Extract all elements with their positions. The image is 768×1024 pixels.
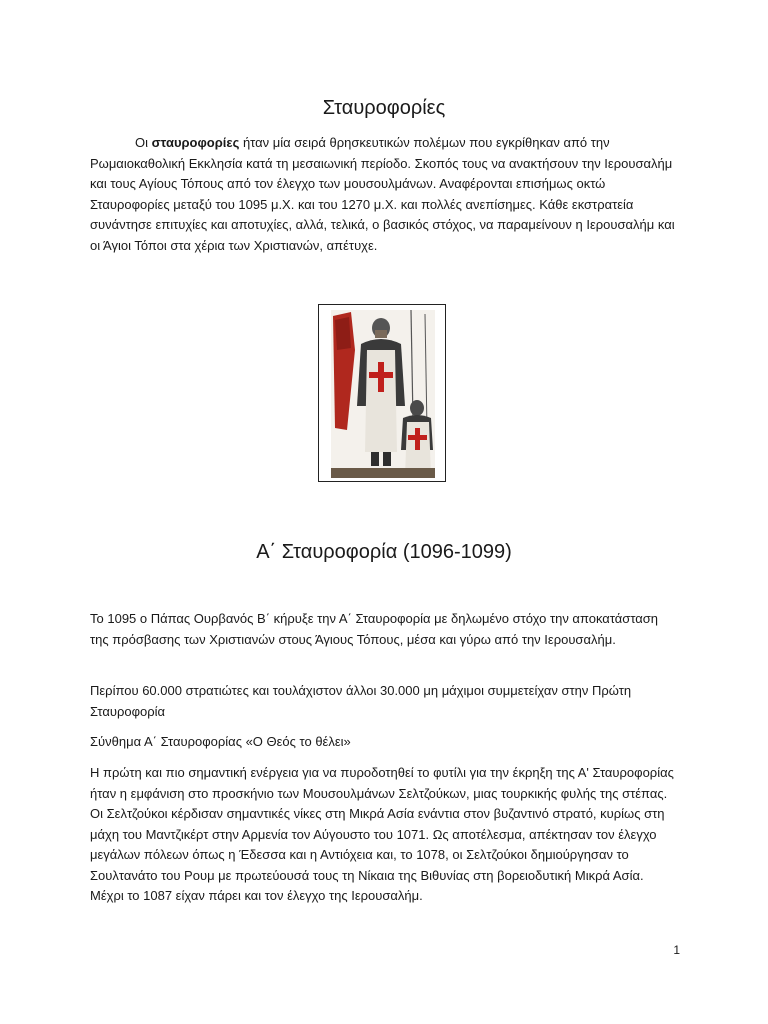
intro-bold-term: σταυροφορίες [151, 135, 240, 150]
paragraph-2: Περίπου 60.000 στρατιώτες και τουλάχιστον άλλοι 30.000 μη μάχιμοι συμμετείχαν στην Πρώτη Σταυροφορία [90, 683, 632, 719]
page-title: Σταυροφορίες [322, 97, 446, 119]
intro-rest: ήταν μία σειρά θρησκευτικών πολέμων που εγκρίθηκαν από την Ρωμαιοκαθολική Εκκλησία κατά τη μεσαιωνική περίοδο. Σκοπός τους να ανακτήσουν την Ιερουσαλήμ και τους Αγίους Τόπους από τον έλεγχο των μουσουλμάνων. Αναφέρονται επισήμως οκτώ Σταυροφορίες μεταξύ του 1095 μ.Χ. και του 1270 μ.Χ. και πολλές ανεπίσημες. Κάθε εκστρατεία συνάντησε επιτυχίες και αποτυχίες, αλλά, τελικά, ο βασικός στόχος, να παραμείνουν η Ιερουσαλήμ και οι Άγιοι Τόποι στα χέρια των Χριστιανών, απέτυχε. [90, 135, 675, 253]
paragraph-4: Η πρώτη και πιο σημαντική ενέργεια για να πυροδοτηθεί το φυτίλι για την έκρηξη της Α' Σταυροφορίας ήταν η εμφάνιση στο προσκήνιο των Μουσουλμάνων Σελτζούκων, μιας τουρκικής φυλής της στέπας. Οι Σελτζούκοι κέρδισαν σημαντικές νίκες στη Μικρά Ασία ενάντια στον βυζαντινό στρατό, κυρίως στη μάχη του Μαντζικέρτ στην Αρμενία τον Αύγουστο του 1071. Ως αποτέλεσμα, απέκτησαν τον έλεγχο μεγάλων πόλεων όπως η Έδεσσα και η Αντιόχεια και, το 1078, οι Σελτζούκοι δημιούργησαν το Σουλτανάτο του Ρουμ με πρωτεύουσά τους τη Νίκαια της Βιθυνίας στη βορειοδυτική Μικρά Ασία. Μέχρι το 1087 είχαν πάρει και τον έλεγχο της Ιερουσαλήμ. [90, 765, 674, 903]
crusaders-figure [318, 304, 446, 482]
paragraph-1: Το 1095 ο Πάπας Ουρβανός Β΄ κήρυξε την Α΄ Σταυροφορία με δηλωμένο στόχο την αποκατάσταση της πρόσβασης των Χριστιανών στους Άγιους Τόπους, μέσα και γύρω από την Ιερουσαλήμ. [90, 611, 659, 647]
intro-lead: Οι [135, 135, 152, 150]
page-number: 1 [673, 943, 680, 957]
intro-paragraph [90, 133, 680, 256]
paragraph-3: Σύνθημα Α΄ Σταυροφορίας «Ο Θεός το θέλει» [90, 734, 351, 749]
crusader-knights-illustration [331, 310, 435, 478]
section-heading: Α΄ Σταυροφορία (1096-1099) [256, 541, 512, 563]
